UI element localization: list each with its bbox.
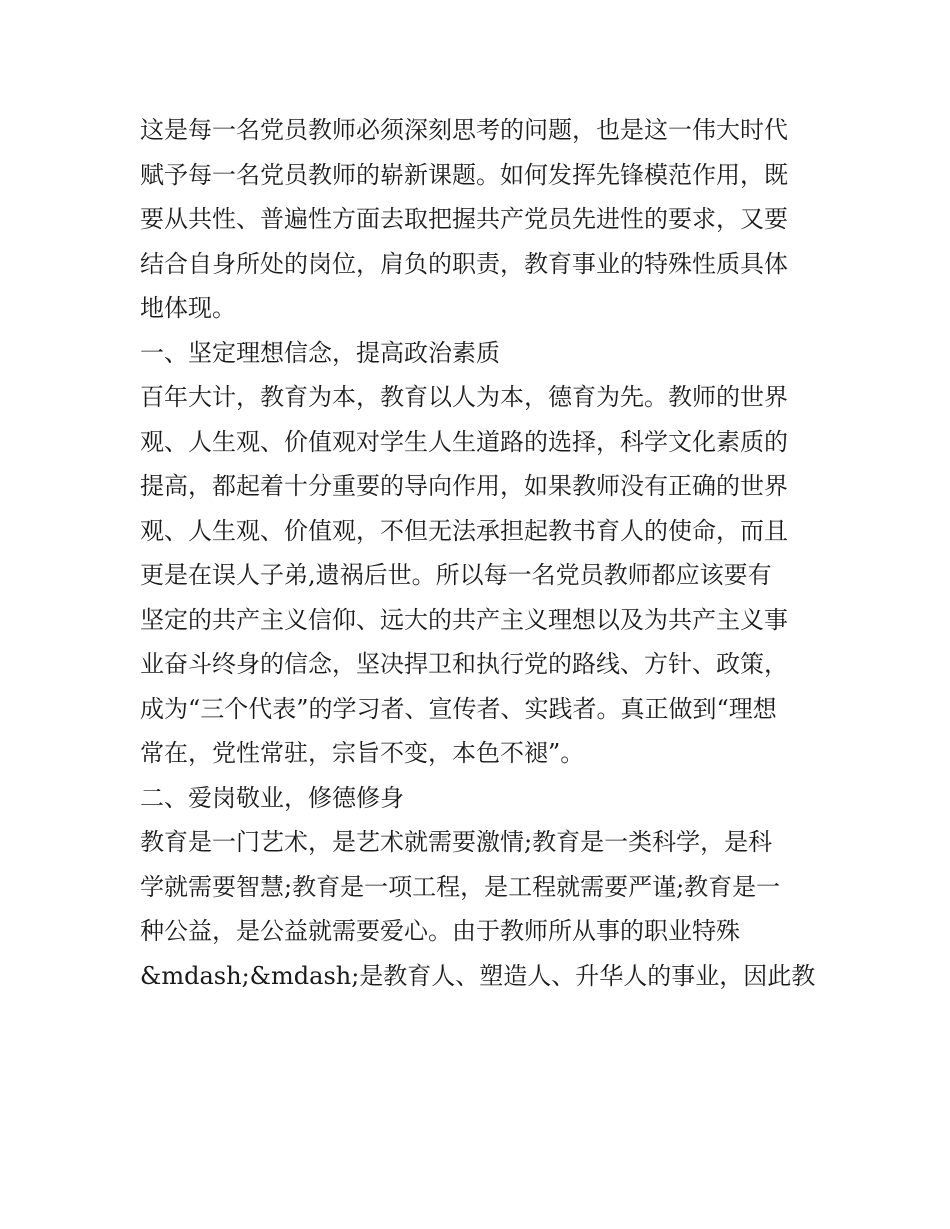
text-line: 赋予每一名党员教师的崭新课题。如何发挥先锋模范作用，既	[140, 160, 788, 189]
text-line: 坚定的共产主义信仰、远大的共产主义理想以及为共产主义事	[140, 605, 788, 634]
text-line: 业奋斗终身的信念，坚决捍卫和执行党的路线、方针、政策，	[140, 650, 788, 678]
text-line: 地体现。	[140, 294, 236, 322]
text-line: 百年大计，教育为本，教育以人为本，德育为先。教师的世界	[140, 383, 788, 411]
text-line: 种公益，是公益就需要爱心。由于教师所从事的职业特殊	[140, 917, 740, 945]
text-line: 观、人生观、价值观，不但无法承担起教书育人的使命，而且	[140, 516, 788, 545]
section-heading: 二、爱岗敬业，修德修身	[140, 783, 404, 812]
text-line: 要从共性、普遍性方面去取把握共产党员先进性的要求，又要	[140, 205, 788, 233]
text-line: 学就需要智慧;教育是一项工程，是工程就需要严谨;教育是一	[140, 872, 781, 901]
text-line: 成为“三个代表”的学习者、宣传者、实践者。真正做到“理想	[140, 694, 777, 723]
text-line: 提高，都起着十分重要的导向作用，如果教师没有正确的世界	[140, 472, 788, 500]
text-line: 更是在误人子弟,遗祸后世。所以每一名党员教师都应该要有	[140, 561, 772, 589]
text-line: 结合自身所处的岗位，肩负的职责，教育事业的特殊性质具体	[140, 249, 788, 278]
text-line: 观、人生观、价值观对学生人生道路的选择，科学文化素质的	[140, 427, 788, 456]
text-line: 常在，党性常驻，宗旨不变，本色不褪”。	[140, 739, 585, 767]
text-line: 教育是一门艺术，是艺术就需要激情;教育是一类科学，是科	[140, 828, 773, 856]
section-heading: 一、坚定理想信念，提高政治素质	[140, 338, 500, 367]
text-line: &mdash;&mdash;是教育人、塑造人、升华人的事业，因此教	[140, 961, 816, 990]
body-text	[140, 108, 820, 998]
text-line: 这是每一名党员教师必须深刻思考的问题，也是这一伟大时代	[140, 116, 788, 144]
